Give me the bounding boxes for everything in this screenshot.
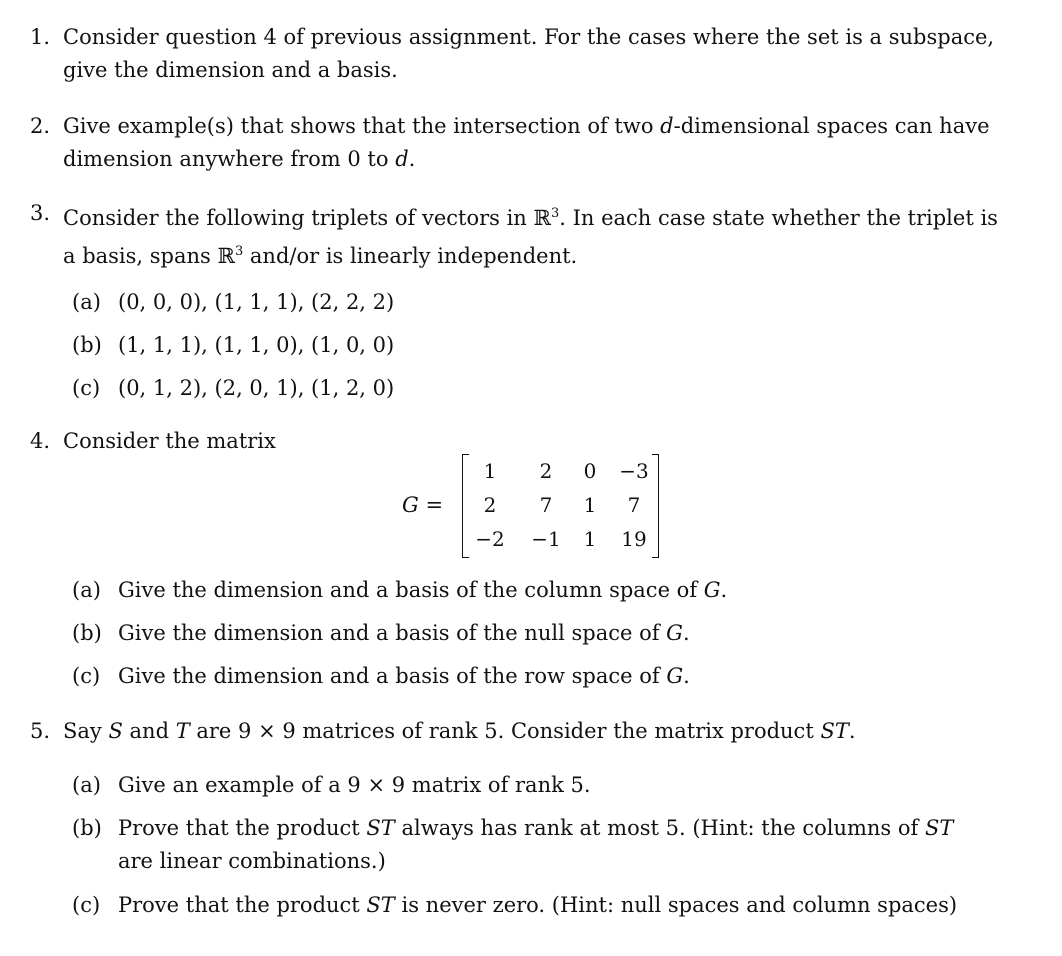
q4-item-c: (c) Give the dimension and a basis of the row space of G. <box>72 664 690 688</box>
question-5-text: Say S and T are 9 × 9 matrices of rank 5. Consider the matrix product ST. <box>63 719 856 743</box>
question-2-line-1: Give example(s) that shows that the intersection of two d-dimensional spaces can have <box>63 114 990 138</box>
matrix-g <box>402 454 664 558</box>
question-number: 1. <box>30 25 51 49</box>
q3-item-b: (b) (1, 1, 1), (1, 1, 0), (1, 0, 0) <box>72 333 395 357</box>
matrix-cell: −2 <box>475 527 505 551</box>
question-number: 3. <box>30 201 51 225</box>
matrix-cell: 2 <box>539 459 553 483</box>
question-5 <box>30 715 1030 748</box>
question-1 <box>30 21 1030 87</box>
matrix-cell: 2 <box>483 493 497 517</box>
q5-item-b: (b) Prove that the product ST always has rank at most 5. (Hint: the columns of ST are linear combinations.) <box>72 816 954 873</box>
matrix-cell: 1 <box>583 493 597 517</box>
question-3-line-1: Consider the following triplets of vectors in ℝ$^3$. In each case state whether the triplet is <box>63 206 998 230</box>
matrix-label: G = <box>402 493 444 517</box>
question-2-line-2: dimension anywhere from 0 to d. <box>63 147 416 171</box>
question-2 <box>30 110 1030 176</box>
matrix-cell: 1 <box>583 527 597 551</box>
q3-item-a: (a) (0, 0, 0), (1, 1, 1), (2, 2, 2) <box>72 290 395 314</box>
matrix-cell: 0 <box>583 459 597 483</box>
matrix-cell: 1 <box>483 459 497 483</box>
q5-item-a: (a) Give an example of a 9 × 9 matrix of rank 5. <box>72 773 591 797</box>
question-3-line-2: a basis, spans ℝ$^3$ and/or is linearly independent. <box>63 244 578 268</box>
question-4-intro: Consider the matrix <box>63 429 276 453</box>
question-number: 4. <box>30 429 51 453</box>
question-1-line-2: give the dimension and a basis. <box>63 58 398 82</box>
matrix-cell: 7 <box>539 493 553 517</box>
q5-item-c: (c) Prove that the product ST is never zero. (Hint: null spaces and column spaces) <box>72 893 958 917</box>
matrix-cell: −1 <box>531 527 561 551</box>
question-3 <box>30 197 1030 273</box>
question-number: 2. <box>30 114 51 138</box>
matrix-cell: 7 <box>627 493 641 517</box>
q3-item-c: (c) (0, 1, 2), (2, 0, 1), (1, 2, 0) <box>72 376 395 400</box>
q4-item-a: (a) Give the dimension and a basis of the column space of G. <box>72 578 728 602</box>
question-number: 5. <box>30 719 51 743</box>
matrix-cell: −3 <box>619 459 649 483</box>
q4-item-b: (b) Give the dimension and a basis of the null space of G. <box>72 621 690 645</box>
question-1-line-1: Consider question 4 of previous assignment. For the cases where the set is a subspace, <box>63 25 995 49</box>
matrix-left-bracket <box>462 454 469 558</box>
matrix-cell: 19 <box>621 527 647 551</box>
